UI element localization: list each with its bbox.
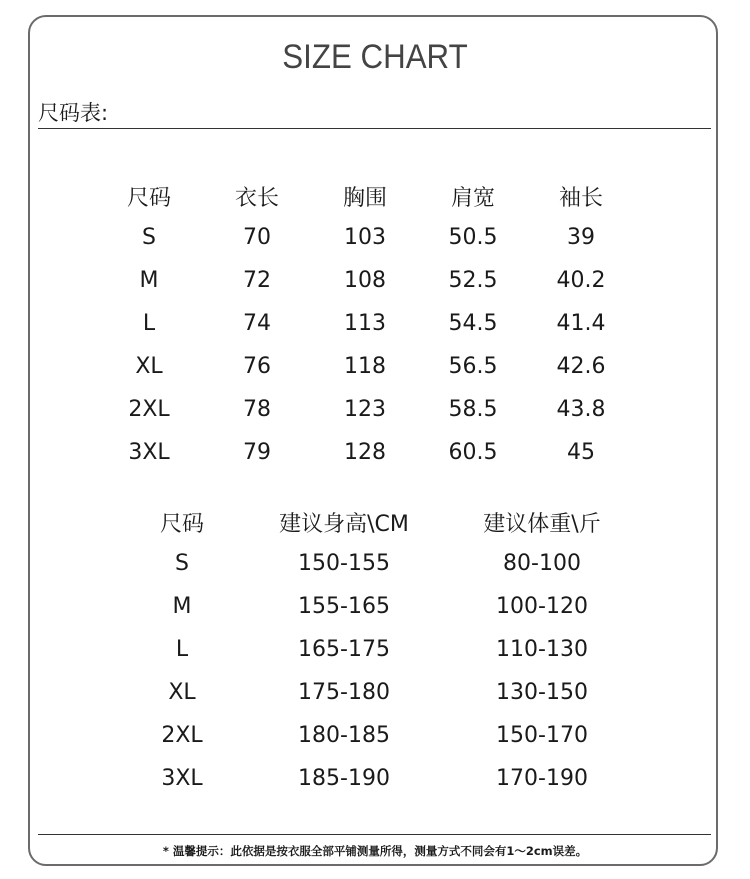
size-cell: M [172,594,192,619]
size-cell: 3XL [161,766,203,791]
page-title: SIZE CHART [282,38,468,76]
chest-cell: 128 [344,440,386,465]
size-cell: XL [135,354,163,379]
shoulder-cell: 50.5 [448,225,498,250]
length-cell: 79 [243,440,271,465]
top-divider [38,128,711,129]
chest-cell: 103 [344,225,386,250]
size-table-label: 尺码表: [38,101,109,125]
height-cell: 185-190 [298,766,390,791]
measurement-header-row [95,176,635,216]
table-row [95,302,635,345]
size-cell: L [175,637,189,662]
column-header-size: 尺码 [126,185,171,211]
recommendation-header-row [120,502,640,542]
sleeve-cell: 41.4 [556,311,606,336]
size-cell: L [142,311,156,336]
table-row [120,671,640,714]
height-cell: 175-180 [298,680,390,705]
table-row [95,259,635,302]
chest-cell: 108 [344,268,386,293]
weight-cell: 130-150 [496,680,588,705]
sleeve-cell: 43.8 [556,397,606,422]
sleeve-cell: 40.2 [556,268,606,293]
table-row [95,345,635,388]
table-row [95,216,635,259]
chest-cell: 118 [344,354,386,379]
size-cell: M [139,268,159,293]
bottom-divider [38,834,711,835]
sleeve-cell: 39 [567,225,595,250]
size-cell: S [175,551,189,576]
table-row [120,757,640,800]
weight-cell: 80-100 [503,551,581,576]
weight-cell: 170-190 [496,766,588,791]
column-header-sleeve: 袖长 [558,185,603,211]
height-cell: 150-155 [298,551,390,576]
shoulder-cell: 58.5 [448,397,498,422]
measurement-note: * 温馨提示：此依据是按衣服全部平铺测量所得，测量方式不同会有1～2cm误差。 [162,844,588,858]
shoulder-cell: 60.5 [448,440,498,465]
recommendation-table [120,502,640,800]
length-cell: 70 [243,225,271,250]
table-row [120,542,640,585]
chest-cell: 113 [344,311,386,336]
size-cell: XL [168,680,196,705]
length-cell: 78 [243,397,271,422]
table-row [120,628,640,671]
column-header-chest: 胸围 [342,185,387,211]
size-cell: 3XL [128,440,170,465]
table-row [95,388,635,431]
table-row [120,585,640,628]
height-cell: 155-165 [298,594,390,619]
chest-cell: 123 [344,397,386,422]
column-header-weight: 建议体重\斤 [483,511,601,537]
table-row [120,714,640,757]
length-cell: 74 [243,311,271,336]
size-cell: 2XL [161,723,203,748]
sleeve-cell: 42.6 [556,354,606,379]
length-cell: 76 [243,354,271,379]
shoulder-cell: 52.5 [448,268,498,293]
size-cell: S [142,225,156,250]
weight-cell: 100-120 [496,594,588,619]
column-header-height: 建议身高\CM [279,511,409,537]
column-header-shoulder: 肩宽 [450,185,495,211]
shoulder-cell: 56.5 [448,354,498,379]
height-cell: 180-185 [298,723,390,748]
sleeve-cell: 45 [567,440,595,465]
size-cell: 2XL [128,397,170,422]
table-row [95,431,635,474]
measurement-table [95,176,635,474]
column-header-length: 衣长 [234,185,279,211]
weight-cell: 110-130 [496,637,588,662]
shoulder-cell: 54.5 [448,311,498,336]
length-cell: 72 [243,268,271,293]
weight-cell: 150-170 [496,723,588,748]
column-header-size: 尺码 [159,511,204,537]
height-cell: 165-175 [298,637,390,662]
